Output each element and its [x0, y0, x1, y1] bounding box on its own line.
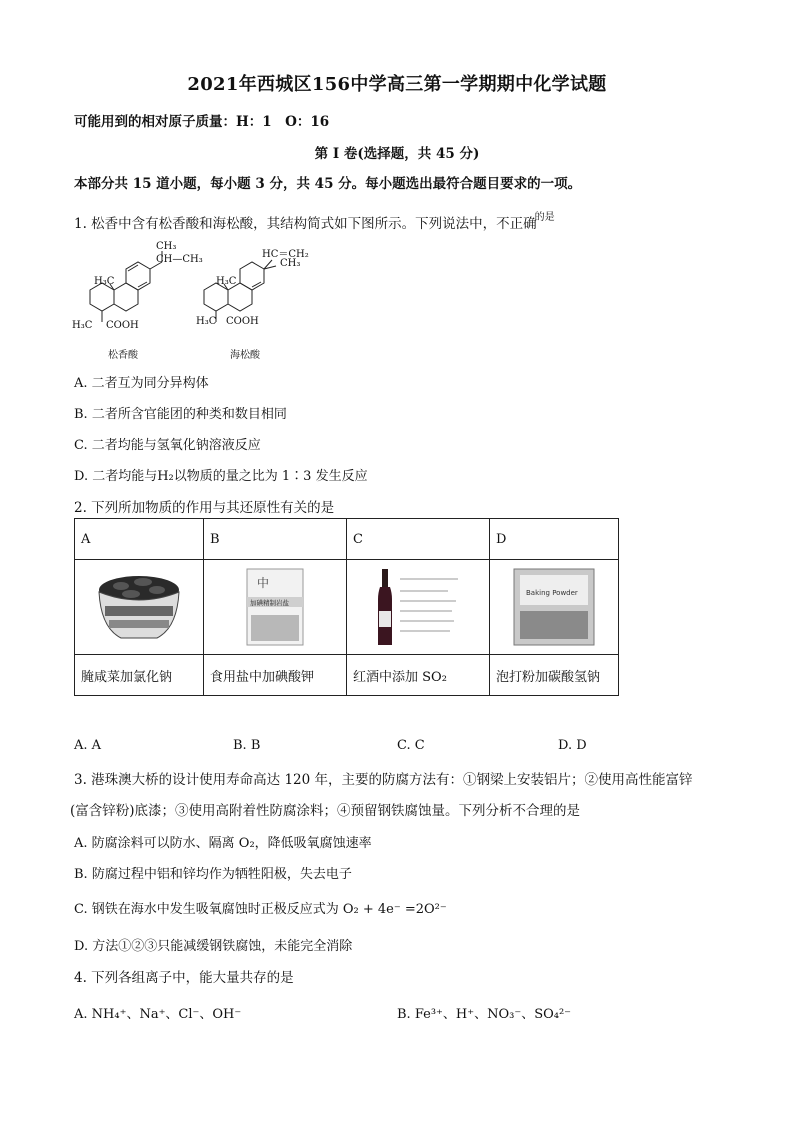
- q2-caption-b: 食用盐中加碘酸钾: [204, 655, 347, 696]
- baking-label-text: Baking Powder: [526, 589, 578, 597]
- q2-picture-b: [204, 560, 347, 655]
- q2-picture-a: [75, 560, 204, 655]
- q3-option-a: A. 防腐涂料可以防水、隔离 O₂，降低吸氧腐蚀速率: [74, 836, 372, 851]
- q1-option-c: C. 二者均能与氢氧化钠溶液反应: [74, 438, 261, 453]
- q2-header-d: D: [490, 519, 619, 560]
- q2-caption-a: 腌咸菜加氯化钠: [75, 655, 204, 696]
- q2-header-a: A: [75, 519, 204, 560]
- label-cooh-1: COOH: [106, 320, 139, 331]
- label-name-1: 松香酸: [108, 350, 138, 361]
- q3-option-b: B. 防腐过程中铝和锌均作为牺牲阳极，失去电子: [74, 867, 352, 882]
- q2-caption-d: 泡打粉加碳酸氢钠: [490, 655, 619, 696]
- q1-stem-mark: 的是: [534, 212, 555, 223]
- label-ch-ch3: CH—CH₃: [156, 254, 203, 265]
- q4-option-a: A. NH₄⁺、Na⁺、Cl⁻、OH⁻: [74, 1007, 242, 1022]
- label-h3c-3: H₃C: [216, 276, 237, 287]
- label-h3c-2: H₃C: [72, 320, 93, 331]
- salt-bag-image: [243, 567, 307, 647]
- q2-picture-c: [347, 560, 490, 655]
- q2-stem: 2. 下列所加物质的作用与其还原性有关的是: [74, 500, 335, 516]
- q2-option-a: A. A: [74, 738, 102, 753]
- q3-option-c: C. 钢铁在海水中发生吸氧腐蚀时正极反应式为 O₂ + 4e⁻ =2O²⁻: [74, 902, 447, 917]
- section-instructions: 本部分共 15 道小题，每小题 3 分，共 45 分。每小题选出最符合题目要求的一项。: [74, 176, 582, 192]
- q1-option-a: A. 二者互为同分异构体: [74, 376, 209, 391]
- label-name-2: 海松酸: [230, 350, 260, 361]
- q2-option-c: C. C: [397, 738, 425, 753]
- q2-picture-d: [490, 560, 619, 655]
- label-ch3-2: CH₃: [280, 258, 301, 269]
- pickles-bowl-image: [91, 568, 187, 646]
- atomic-mass-note: 可能用到的相对原子质量：H：1 O：16: [74, 114, 330, 130]
- salt-label-text: 加碘精制岩盐: [250, 599, 289, 607]
- q4-stem: 4. 下列各组离子中，能大量共存的是: [74, 970, 294, 986]
- wine-bottle-image: [368, 567, 468, 647]
- q3-option-d: D. 方法①②③只能减缓钢铁腐蚀，未能完全消除: [74, 939, 353, 954]
- salt-brand-text: 中: [257, 576, 270, 590]
- q1-stem: [74, 212, 555, 232]
- q4-option-b: B. Fe³⁺、H⁺、NO₃⁻、SO₄²⁻: [397, 1007, 572, 1022]
- label-cooh-2: COOH: [226, 316, 259, 327]
- q2-table: [74, 518, 619, 696]
- q2-header-c: C: [347, 519, 490, 560]
- q3-stem-line2: (富含锌粉)底漆；③使用高附着性防腐涂料；④预留钢铁腐蚀量。下列分析不合理的是: [70, 803, 581, 819]
- baking-powder-bag-image: [510, 567, 598, 647]
- q3-stem-line1: 3. 港珠澳大桥的设计使用寿命高达 120 年，主要的防腐方法有：①钢梁上安装铝片；②使用高性能富锌: [74, 772, 693, 788]
- label-h3c-1: H₃C: [94, 276, 115, 287]
- q2-header-b: B: [204, 519, 347, 560]
- section-heading: 第 I 卷(选择题，共 45 分): [314, 146, 480, 162]
- label-h3c-4: H₃C: [196, 316, 217, 327]
- q1-stem-text: 1. 松香中含有松香酸和海松酸，其结构简式如下图所示。下列说法中，不正确: [74, 216, 537, 232]
- q1-option-d: D. 二者均能与H₂以物质的量之比为 1∶3 发生反应: [74, 469, 368, 484]
- label-hc-ch2: HC＝CH₂: [262, 249, 309, 260]
- q2-option-b: B. B: [233, 738, 261, 753]
- q2-option-d: D. D: [558, 738, 587, 753]
- q1-option-b: B. 二者所含官能团的种类和数目相同: [74, 407, 287, 422]
- label-ch3-top: CH₃: [156, 241, 177, 252]
- q2-caption-c: 红酒中添加 SO₂: [347, 655, 490, 696]
- page-title: 2021年西城区156中学高三第一学期期中化学试题: [187, 74, 607, 95]
